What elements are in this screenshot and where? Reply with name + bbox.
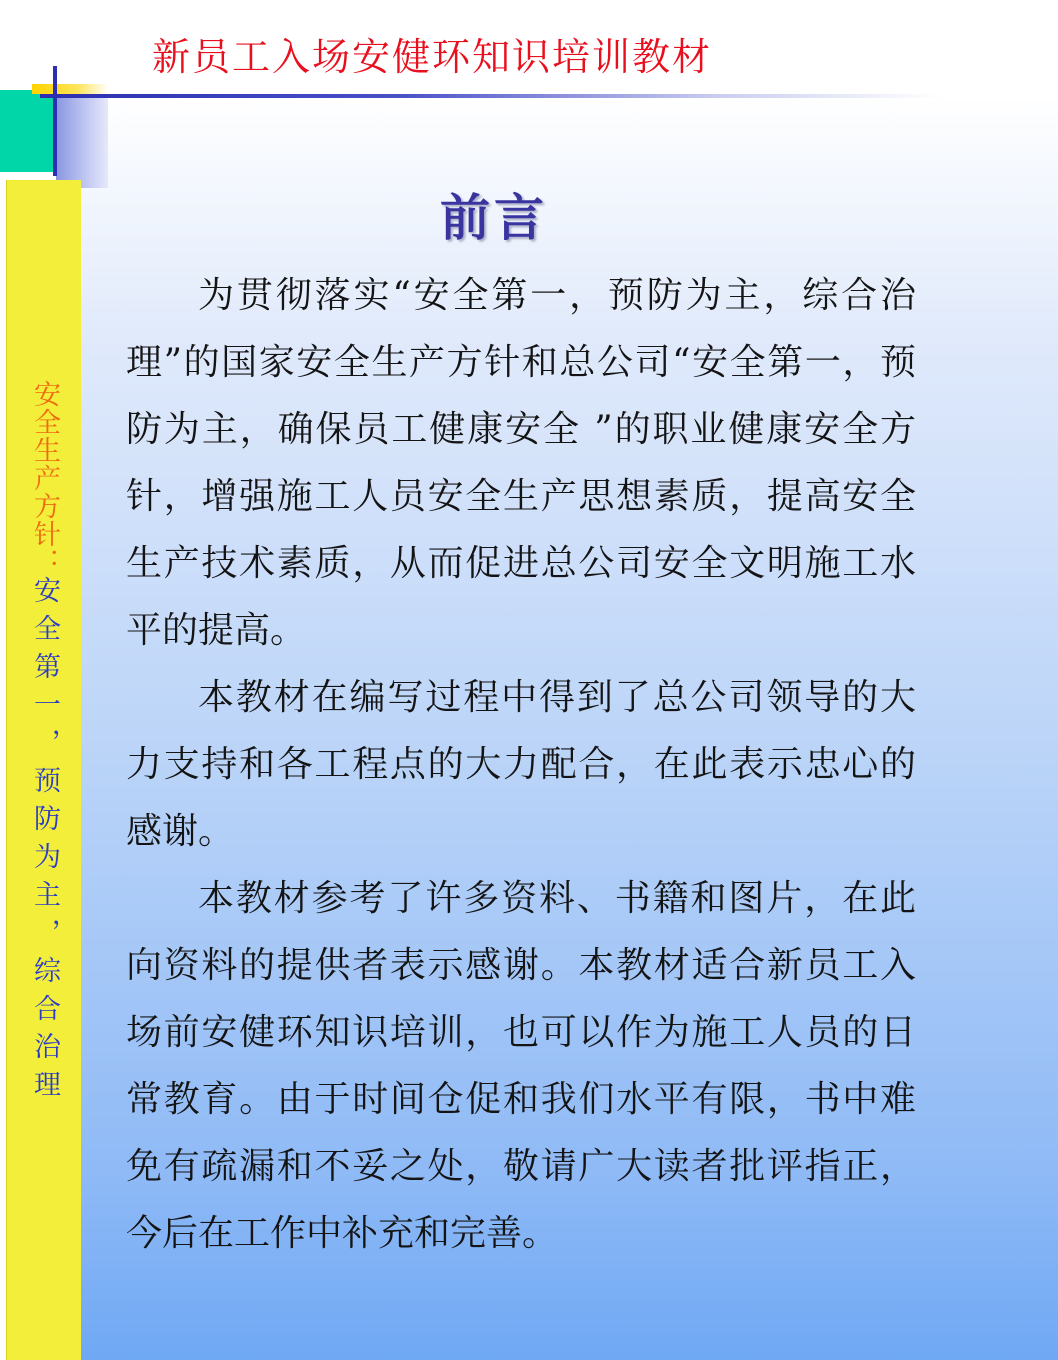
corner-shadow-block (56, 96, 108, 188)
document-header-title: 新员工入场安健环知识培训教材 (152, 35, 713, 79)
preface-paragraph-2: 本教材在编写过程中得到了总公司领导的大力支持和各工程点的大力配合，在此表示忠心的感谢。 (126, 677, 916, 852)
page-title: 前言 (440, 189, 548, 247)
preface-body (126, 262, 916, 1267)
sidebar-policy-label: 安全生产方针： (29, 380, 60, 576)
policy-sidebar (6, 180, 81, 1360)
header-vertical-rule (53, 66, 57, 176)
header-horizontal-rule (40, 94, 940, 98)
corner-accent-block (0, 90, 56, 172)
preface-paragraph-1: 为贯彻落实“安全第一，预防为主，综合治理”的国家安全生产方针和总公司“安全第一，预防为主，确保员工健康安全 ”的职业健康安全方针，增强施工人员安全生产思想素质，提高安全生产技术素质，从而促进总公司安全文明施工水平的提高。 (126, 275, 916, 651)
sidebar-policy (7, 380, 81, 1108)
corner-gold-strip (32, 84, 108, 94)
preface-paragraph-3: 本教材参考了许多资料、书籍和图片，在此向资料的提供者表示感谢。本教材适合新员工入场前安健环知识培训，也可以作为施工人员的日常教育。由于时间仓促和我们水平有限，书中难免有疏漏和不妥之处，敬请广大读者批评指正，今后在工作中补充和完善。 (126, 878, 916, 1254)
sidebar-policy-text: 安全第一，预防为主，综合治理 (29, 576, 60, 1108)
